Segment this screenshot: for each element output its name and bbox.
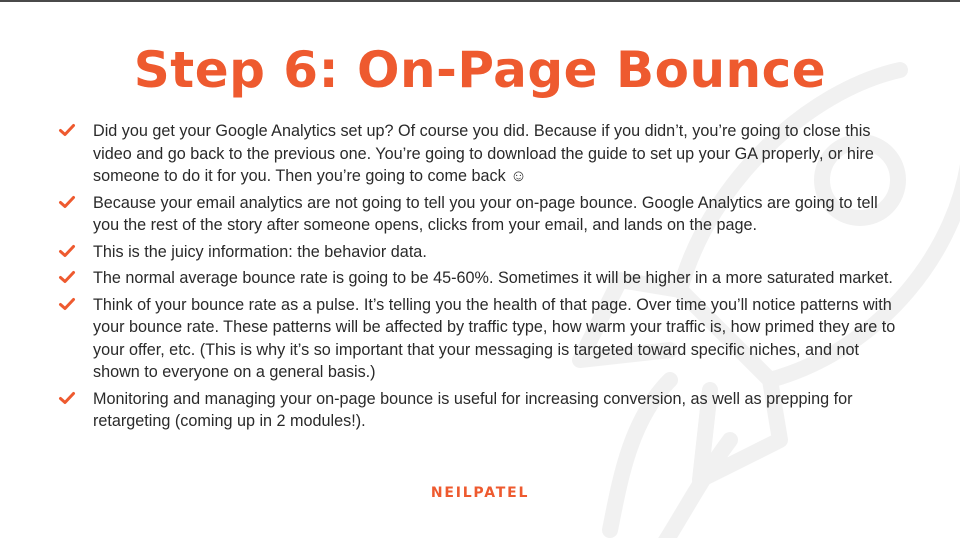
- check-icon: [58, 268, 76, 286]
- top-border: [0, 0, 960, 2]
- bullet-item-2: [58, 192, 908, 237]
- bullet-text: Monitoring and managing your on-page bounce is useful for increasing conversion, as well as prepping for retargeting (coming up in 2 modules!).: [93, 389, 853, 430]
- bullet-item-5: [58, 294, 908, 384]
- bullet-text: The normal average bounce rate is going to be 45-60%. Sometimes it will be higher in a more saturated market.: [93, 269, 893, 287]
- check-icon: [58, 389, 76, 407]
- bullet-item-6: [58, 388, 908, 433]
- brand-logo-text: NEILPATEL: [430, 485, 530, 501]
- bullet-list: [58, 120, 908, 437]
- bullet-text: Think of your bounce rate as a pulse. It’s telling you the health of that page. Over time you’ll notice patterns with your bounce rate. These patterns will be affected by traffic type, how warm your traffic is, how primed they are to your offer, etc. (This is why it’s so important that your messaging is targeted toward specific niches, and not shown to everyone on a general basis.): [93, 295, 896, 381]
- bullet-text: This is the juicy information: the behavior data.: [93, 242, 427, 261]
- check-icon: [58, 121, 76, 139]
- bullet-text: Because your email analytics are not going to tell you your on-page bounce. Google Analytics are going to tell you the rest of the story after someone opens, clicks from your email, and lands on the page.: [93, 193, 878, 234]
- bullet-text: Did you get your Google Analytics set up? Of course you did. Because if you didn’t, you’re going to close this video and go back to the previous one. You’re going to download the guide to set up your GA properly, or hire someone to do it for you. Then you’re going to come back ☺: [93, 122, 874, 185]
- bullet-item-4: [58, 267, 908, 290]
- check-icon: [58, 193, 76, 211]
- slide-title: Step 6: On-Page Bounce: [133, 41, 827, 99]
- bullet-item-1: [58, 120, 908, 188]
- check-icon: [58, 242, 76, 260]
- check-icon: [58, 295, 76, 313]
- bullet-item-3: [58, 241, 908, 264]
